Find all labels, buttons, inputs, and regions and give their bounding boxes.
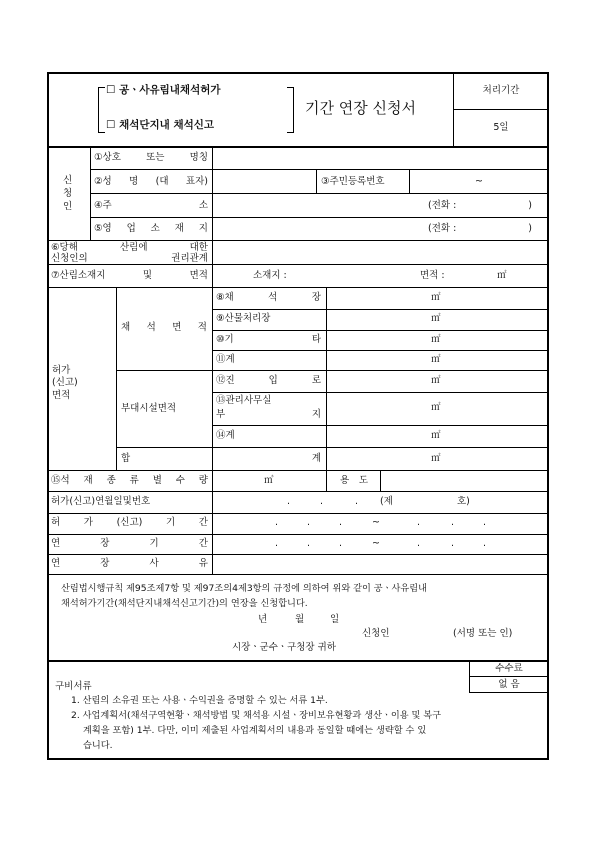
- name-label: ①상호 또는 명칭: [94, 152, 208, 163]
- rule: [326, 447, 327, 470]
- permit-date-dot-2: .: [320, 496, 324, 507]
- rule: [212, 425, 549, 426]
- rights-label-line1: ⑥당해 산림에 대한: [51, 242, 208, 253]
- rule: [47, 513, 549, 514]
- rule: [90, 146, 91, 240]
- extension-period-dot-6: .: [483, 538, 487, 549]
- fee-value: 없 음: [498, 679, 520, 690]
- permit-date-dot-1: .: [287, 496, 291, 507]
- office-site-label-line2: 부 지: [216, 409, 321, 420]
- rule: [326, 470, 327, 491]
- permit-period-tilde: ~: [372, 517, 380, 528]
- business-phone[interactable]: (전화 : ): [428, 223, 532, 234]
- rule: [90, 217, 549, 218]
- applicant-group-label-2: 청: [63, 188, 73, 199]
- document-item-2-line-3: 습니다.: [83, 740, 113, 751]
- address-label: ④주 소: [94, 200, 208, 211]
- other-unit: ㎡: [431, 334, 441, 345]
- declaration-line-1: 산림법시행규칙 제95조제7항 및 제97조의4제3항의 규정에 의하여 위와 같이 공ㆍ사유림내: [61, 583, 428, 594]
- access-road-unit: ㎡: [431, 375, 441, 386]
- office-site-unit: ㎡: [431, 402, 441, 413]
- location-area-unit: ㎡: [497, 270, 507, 281]
- rule: [212, 146, 213, 574]
- applicant-group-label-3: 인: [63, 201, 73, 212]
- location-area-label: 면적 :: [420, 270, 445, 281]
- rule: [453, 72, 454, 146]
- permit-area-group-label-3: 면적: [52, 390, 71, 401]
- rule: [212, 309, 549, 310]
- permit-date-dot-3: .: [355, 496, 359, 507]
- rule: [47, 264, 549, 265]
- rule: [380, 470, 381, 491]
- business-location-label: ⑤영 업 소 재 지: [94, 223, 208, 234]
- extension-period-tilde: ~: [372, 538, 380, 549]
- rule: [116, 287, 117, 470]
- extension-period-label: 연 장 기 간: [51, 538, 208, 549]
- quarry-area-label: 채 석 면 적: [121, 322, 207, 333]
- quarry-subtotal-label: ⑪계: [216, 354, 235, 365]
- stone-quantity-unit: ㎥: [264, 475, 274, 486]
- permit-area-group-label-2: (신고): [52, 377, 78, 388]
- rule: [47, 491, 549, 492]
- date-month-label: 월: [295, 614, 305, 625]
- representative-label: ②성 명 (대 표자): [94, 176, 208, 187]
- facility-subtotal-unit: ㎡: [431, 430, 441, 441]
- permit-period-dot-2: .: [307, 517, 311, 528]
- rule: [326, 287, 327, 447]
- rule: [116, 370, 549, 371]
- location-address-label: 소재지 :: [253, 270, 287, 281]
- permit-period-dot-4: .: [417, 517, 421, 528]
- rule: [116, 447, 549, 448]
- address-phone[interactable]: (전화 : ): [428, 200, 532, 211]
- permit-number-open: (제: [380, 496, 393, 507]
- rule: [212, 330, 549, 331]
- signature-or-seal-label[interactable]: (서명 또는 인): [453, 628, 513, 639]
- applicant-group-label-1: 신: [63, 175, 73, 186]
- product-processing-unit: ㎡: [431, 313, 441, 324]
- permit-period-dot-1: .: [275, 517, 279, 528]
- stone-use-label: 용 도: [340, 475, 368, 486]
- rule: [47, 554, 549, 555]
- permit-period-dot-3: .: [339, 517, 343, 528]
- permit-date-label: 허가(신고)연월일및번호: [51, 496, 151, 507]
- applicant-signature-label: 신청인: [362, 628, 390, 639]
- rule: [47, 470, 549, 471]
- rule: [47, 660, 549, 662]
- rule: [469, 676, 549, 677]
- quarry-site-unit: ㎡: [431, 292, 441, 303]
- permit-period-label: 허 가 (신고) 기 간: [51, 517, 208, 528]
- office-site-label-line1: ⑬관리사무실: [216, 395, 272, 406]
- processing-period-label: 처리기간: [482, 85, 520, 96]
- extension-period-dot-2: .: [307, 538, 311, 549]
- date-year-label: 년: [258, 614, 268, 625]
- rule: [90, 193, 549, 194]
- grand-total-unit: ㎡: [431, 453, 441, 464]
- fee-label: 수수료: [495, 663, 523, 674]
- rule: [47, 240, 549, 241]
- rule: [453, 109, 549, 110]
- stone-quantity-label: ⑮석 재 종 류 별 수 량: [51, 475, 208, 486]
- rule: [90, 169, 549, 170]
- declaration-line-2: 채석허가기간(채석단지내채석신고기간)의 연장을 신청합니다.: [61, 598, 308, 609]
- processing-period-value: 5일: [493, 122, 509, 133]
- product-processing-label: ⑨산물처리장: [216, 313, 271, 324]
- rule: [469, 692, 549, 693]
- extension-period-dot-4: .: [417, 538, 421, 549]
- rule: [212, 392, 549, 393]
- rule: [47, 534, 549, 535]
- document-item-2-line-1: 2. 사업계획서(채석구역현황ㆍ채석방법 및 채석용 시설ㆍ장비보유현황과 생산ㆍ이용 및 복구: [71, 710, 442, 721]
- checkbox-quarry-report[interactable]: ☐ 채석단지내 채석신고: [106, 119, 215, 131]
- rule: [316, 169, 317, 193]
- permit-period-dot-6: .: [483, 517, 487, 528]
- document-item-2-line-2: 계획을 포함) 1부. 다만, 이미 제출된 사업계획서의 내용과 동일할 때에는 생략할 수 있: [83, 725, 427, 736]
- date-day-label: 일: [330, 614, 340, 625]
- recipient: 시장ㆍ군수ㆍ구청장 귀하: [232, 642, 336, 653]
- permit-period-dot-5: .: [451, 517, 455, 528]
- extension-period-dot-3: .: [339, 538, 343, 549]
- permit-number-close: 호): [457, 496, 470, 507]
- rights-label-line2: 신청인의 권리관계: [51, 253, 208, 264]
- grand-total-label: 합 계: [121, 453, 321, 464]
- rule: [47, 287, 549, 288]
- quarry-site-label: ⑧채 석 장: [216, 292, 321, 303]
- extension-reason-label: 연 장 사 유: [51, 558, 208, 569]
- document-item-1: 1. 산림의 소유권 또는 사용ㆍ수익권을 증명할 수 있는 서류 1부.: [71, 695, 328, 706]
- page-title: 기간 연장 신청서: [305, 99, 416, 117]
- rule: [212, 350, 549, 351]
- resident-number-value[interactable]: ~: [475, 176, 483, 187]
- documents-label: 구비서류: [55, 681, 92, 692]
- permit-area-group-label-1: 허가: [52, 365, 71, 376]
- access-road-label: ⑫진 입 로: [216, 375, 321, 386]
- bracket-left: [98, 87, 105, 133]
- other-label: ⑩기 타: [216, 334, 321, 345]
- bracket-right: [287, 87, 294, 133]
- rule: [47, 574, 549, 575]
- extension-period-dot-1: .: [275, 538, 279, 549]
- quarry-subtotal-unit: ㎡: [431, 354, 441, 365]
- checkbox-quarry-permit[interactable]: ☐ 공ㆍ사유림내채석허가: [106, 84, 221, 96]
- extension-period-dot-5: .: [451, 538, 455, 549]
- rule: [47, 146, 549, 148]
- location-label: ⑦산림소재지 및 면적: [51, 270, 208, 281]
- resident-number-label: ③주민등록번호: [321, 176, 385, 187]
- facility-subtotal-label: ⑭계: [216, 430, 235, 441]
- facility-area-label: 부대시설면적: [121, 403, 177, 414]
